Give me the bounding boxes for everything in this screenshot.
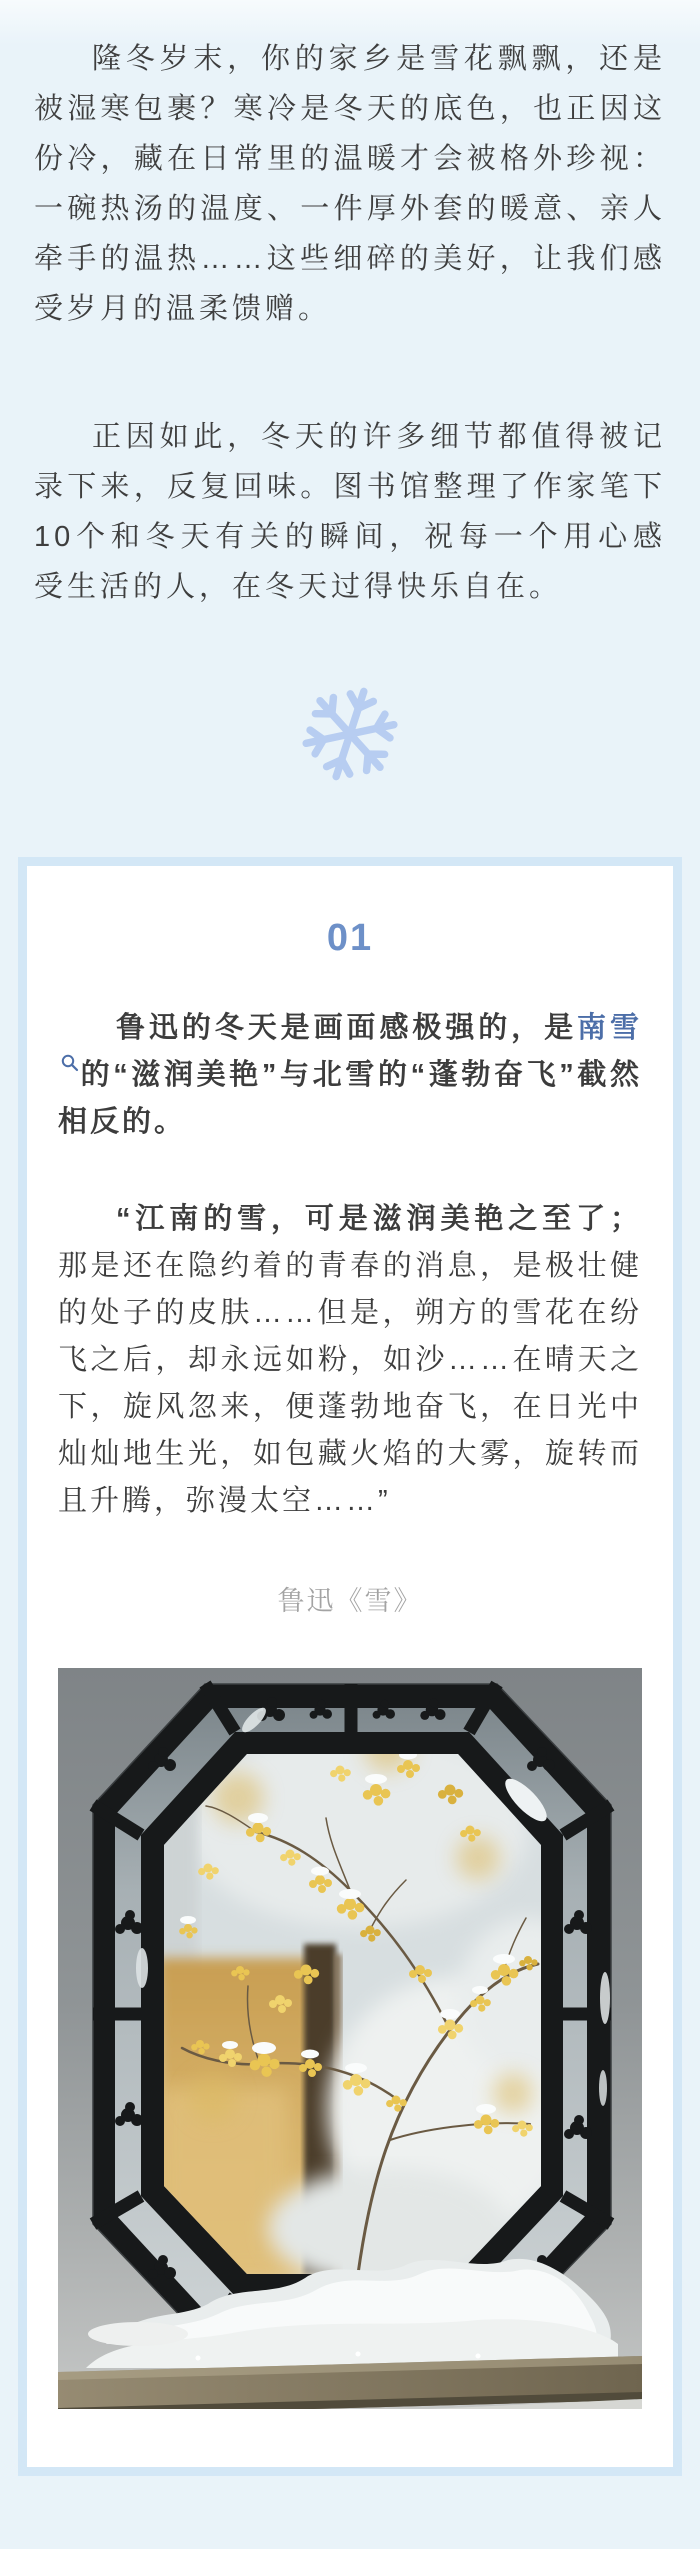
quote-paragraph <box>58 1196 642 1525</box>
snowflake-divider <box>0 678 700 790</box>
intro-section <box>0 0 700 612</box>
quote-body: 那是还在隐约着的青春的消息，是极壮健的处子的皮肤……但是，朔方的雪花在纷飞之后，却永远如粉，如沙……在晴天之下，旋风忽来，便蓬勃地奋飞，在日光中灿灿地生光，如包藏火焰的大雾，旋转而且升腾，弥漫太空……” <box>58 1250 642 1517</box>
quote-attribution: 鲁迅《雪》 <box>277 1586 423 1616</box>
lead-paragraph <box>58 1005 642 1146</box>
intro-paragraph: 正因如此，冬天的许多细节都值得被记录下来，反复回味。图书馆整理了作家笔下10个和冬天有关的瞬间，祝每一个用心感受生活的人，在冬天过得快乐自在。 <box>34 421 666 603</box>
section-number: 01 <box>326 917 374 959</box>
window-photo[interactable] <box>58 1668 642 2409</box>
search-icon <box>60 1053 80 1073</box>
lead-text-after: 的“滋润美艳”与北雪的“蓬勃奋飞”截然相反的。 <box>58 1059 642 1138</box>
content-card <box>18 857 682 2476</box>
link-text[interactable]: 南雪 <box>577 1012 642 1044</box>
quote-bold-lead: “江南的雪，可是滋润美艳之至了； <box>116 1203 642 1235</box>
snowflake-icon <box>294 678 406 790</box>
lead-text-before: 鲁迅的冬天是画面感极强的，是 <box>116 1012 578 1044</box>
intro-paragraph: 隆冬岁末，你的家乡是雪花飘飘，还是被湿寒包裹？寒冷是冬天的底色，也正因这份冷，藏在日常里的温暖才会被格外珍视：一碗热汤的温度、一件厚外套的暖意、亲人牵手的温热……这些细碎的美好，让我们感受岁月的温柔馈赠。 <box>34 43 666 325</box>
